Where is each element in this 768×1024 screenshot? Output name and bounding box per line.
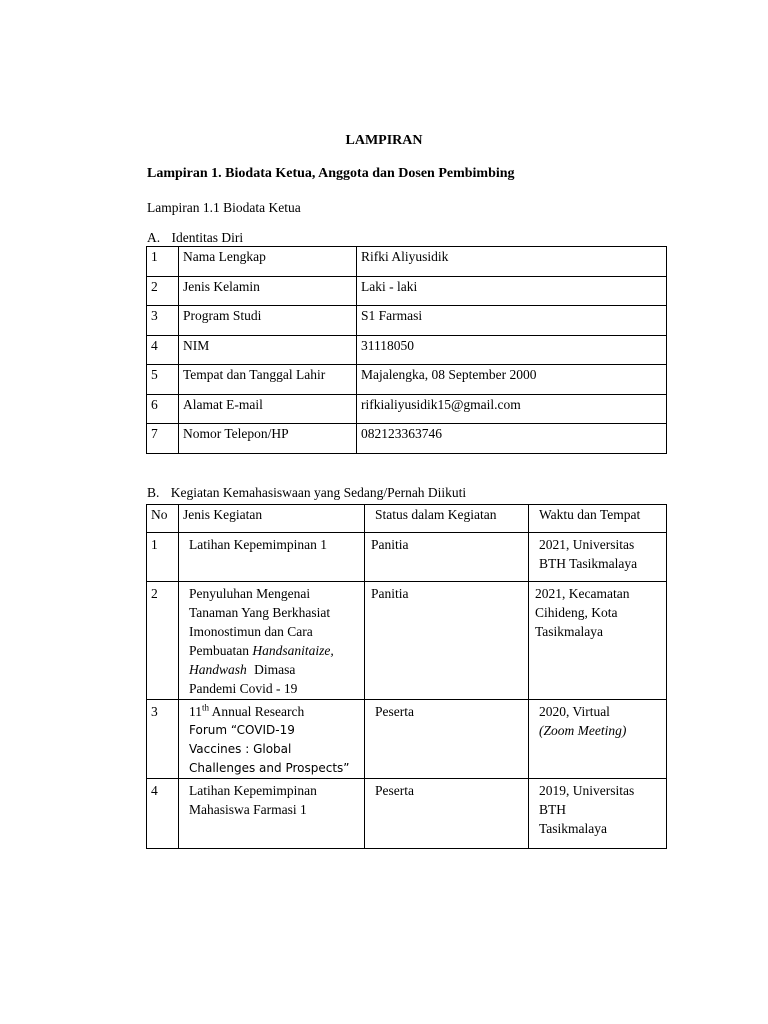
row-label: Program Studi bbox=[179, 306, 357, 336]
activity-text: Pembuatan bbox=[189, 643, 249, 658]
activity-line bbox=[189, 641, 360, 660]
row-activity bbox=[179, 582, 365, 700]
row-activity bbox=[179, 779, 365, 849]
activity-line: Penyuluhan Mengenai bbox=[189, 586, 311, 601]
ordinal-suffix: th bbox=[202, 702, 210, 713]
time-line: BTH bbox=[539, 802, 566, 817]
row-no: 6 bbox=[147, 394, 179, 424]
activity-italic: Handsanitaize, bbox=[252, 643, 334, 658]
row-no: 5 bbox=[147, 365, 179, 395]
time-line: Cihideng, Kota bbox=[535, 605, 618, 620]
activity-line bbox=[189, 660, 360, 679]
activity-italic: Handwash bbox=[189, 662, 247, 677]
page-heading: LAMPIRAN bbox=[345, 133, 423, 148]
time-line: (Zoom Meeting) bbox=[539, 723, 627, 738]
activity-line: Latihan Kepemimpinan bbox=[189, 783, 317, 798]
time-line: 2021, Kecamatan bbox=[535, 586, 630, 601]
row-label: Alamat E-mail bbox=[179, 394, 357, 424]
row-time-place bbox=[529, 582, 667, 700]
table-row bbox=[147, 335, 667, 365]
row-time-place bbox=[529, 533, 667, 582]
row-no: 2 bbox=[147, 582, 179, 700]
row-status: Panitia bbox=[365, 582, 529, 700]
row-label: Nomor Telepon/HP bbox=[179, 424, 357, 454]
row-activity: Latihan Kepemimpinan 1 bbox=[179, 533, 365, 582]
activity-line: Forum “COVID-19 bbox=[189, 723, 295, 737]
section-a-marker: A. bbox=[147, 230, 161, 245]
table-row bbox=[147, 582, 667, 700]
row-value: Laki - laki bbox=[357, 276, 667, 306]
section-b-marker: B. bbox=[147, 485, 160, 500]
row-label: Jenis Kelamin bbox=[179, 276, 357, 306]
header-no: No bbox=[147, 505, 179, 533]
time-line: 2020, Virtual bbox=[539, 704, 610, 719]
row-no: 3 bbox=[147, 306, 179, 336]
activity-line: Vaccines : Global bbox=[189, 742, 292, 756]
row-no: 3 bbox=[147, 700, 179, 779]
activity-text: Dimasa bbox=[254, 662, 296, 677]
time-line: Tasikmalaya bbox=[539, 821, 608, 836]
row-no: 7 bbox=[147, 424, 179, 454]
subheading: Lampiran 1. Biodata Ketua, Anggota dan Dosen Pembimbing bbox=[147, 166, 515, 181]
row-no: 1 bbox=[147, 247, 179, 277]
table-header-row bbox=[147, 505, 667, 533]
table-row bbox=[147, 394, 667, 424]
activity-line: Tanaman Yang Berkhasiat bbox=[189, 605, 331, 620]
header-activity: Jenis Kegiatan bbox=[179, 505, 365, 533]
row-value: Majalengka, 08 September 2000 bbox=[357, 365, 667, 395]
row-label: NIM bbox=[179, 335, 357, 365]
row-label: Nama Lengkap bbox=[179, 247, 357, 277]
section-b-label: Kegiatan Kemahasiswaan yang Sedang/Pernah Diikuti bbox=[170, 485, 467, 500]
activity-line bbox=[189, 702, 360, 721]
section-b-title bbox=[147, 485, 466, 501]
row-value: 082123363746 bbox=[357, 424, 667, 454]
row-value: 31118050 bbox=[357, 335, 667, 365]
activity-text: Annual Research bbox=[211, 704, 305, 719]
row-value: S1 Farmasi bbox=[357, 306, 667, 336]
table-row bbox=[147, 779, 667, 849]
table-row bbox=[147, 247, 667, 277]
row-activity bbox=[179, 700, 365, 779]
row-label: Tempat dan Tanggal Lahir bbox=[179, 365, 357, 395]
time-line: 2019, Universitas bbox=[539, 783, 635, 798]
activity-line: Pandemi Covid - 19 bbox=[189, 681, 298, 696]
time-line: 2021, Universitas bbox=[539, 537, 635, 552]
row-time-place bbox=[529, 779, 667, 849]
table-row bbox=[147, 306, 667, 336]
activities-table bbox=[146, 504, 667, 849]
row-status: Peserta bbox=[365, 700, 529, 779]
activity-line: Mahasiswa Farmasi 1 bbox=[189, 802, 307, 817]
time-line: BTH Tasikmalaya bbox=[539, 556, 638, 571]
row-status: Panitia bbox=[365, 533, 529, 582]
row-no: 2 bbox=[147, 276, 179, 306]
table-row bbox=[147, 424, 667, 454]
table-row bbox=[147, 276, 667, 306]
row-status: Peserta bbox=[365, 779, 529, 849]
table-row bbox=[147, 533, 667, 582]
row-no: 1 bbox=[147, 533, 179, 582]
section-a-label: Identitas Diri bbox=[171, 230, 244, 245]
row-no: 4 bbox=[147, 335, 179, 365]
activity-line: Challenges and Prospects” bbox=[189, 761, 350, 775]
header-status: Status dalam Kegiatan bbox=[365, 505, 529, 533]
table-row bbox=[147, 700, 667, 779]
row-value: rifkialiyusidik15@gmail.com bbox=[357, 394, 667, 424]
row-time-place bbox=[529, 700, 667, 779]
table-row bbox=[147, 365, 667, 395]
subsection-title: Lampiran 1.1 Biodata Ketua bbox=[147, 200, 301, 215]
time-line: Tasikmalaya bbox=[535, 624, 604, 639]
activity-line: Imonostimun dan Cara bbox=[189, 624, 313, 639]
identity-table bbox=[146, 246, 667, 454]
row-value: Rifki Aliyusidik bbox=[357, 247, 667, 277]
section-a-title bbox=[147, 230, 243, 246]
header-time-place: Waktu dan Tempat bbox=[529, 505, 667, 533]
row-no: 4 bbox=[147, 779, 179, 849]
activity-text: 11 bbox=[189, 704, 202, 719]
